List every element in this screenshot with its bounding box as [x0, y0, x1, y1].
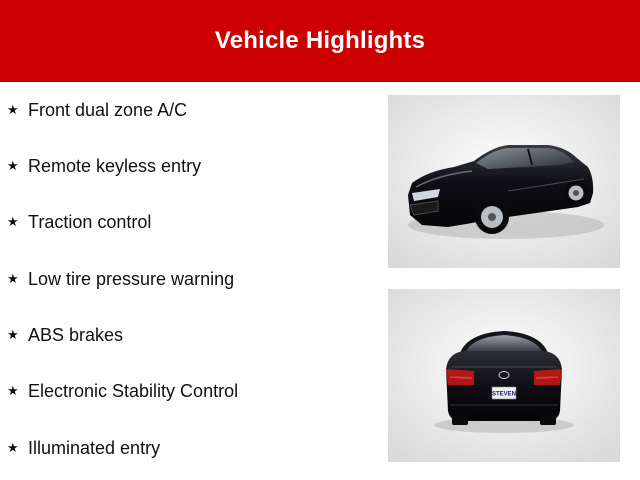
feature-label: Illuminated entry	[28, 437, 161, 458]
feature-label: Low tire pressure warning	[28, 268, 235, 289]
car-front-illustration	[388, 95, 620, 268]
star-icon: ★	[7, 214, 19, 230]
feature-label: ABS brakes	[28, 324, 124, 345]
header-banner	[0, 0, 640, 82]
page-title: Vehicle Highlights	[214, 27, 426, 54]
feature-label: Traction control	[28, 211, 152, 232]
star-icon: ★	[7, 158, 19, 174]
vehicle-photo-front	[388, 95, 620, 268]
star-icon: ★	[7, 327, 19, 343]
star-icon: ★	[7, 271, 19, 287]
star-icon: ★	[7, 383, 19, 399]
star-icon: ★	[7, 102, 19, 118]
feature-label: Front dual zone A/C	[28, 99, 188, 120]
car-rear-illustration	[388, 289, 620, 462]
plate-badge: STEVEN	[491, 391, 517, 398]
vehicle-photo-rear	[388, 289, 620, 462]
feature-label: Remote keyless entry	[28, 155, 202, 176]
feature-label: Electronic Stability Control	[28, 380, 239, 401]
star-icon: ★	[7, 440, 19, 456]
